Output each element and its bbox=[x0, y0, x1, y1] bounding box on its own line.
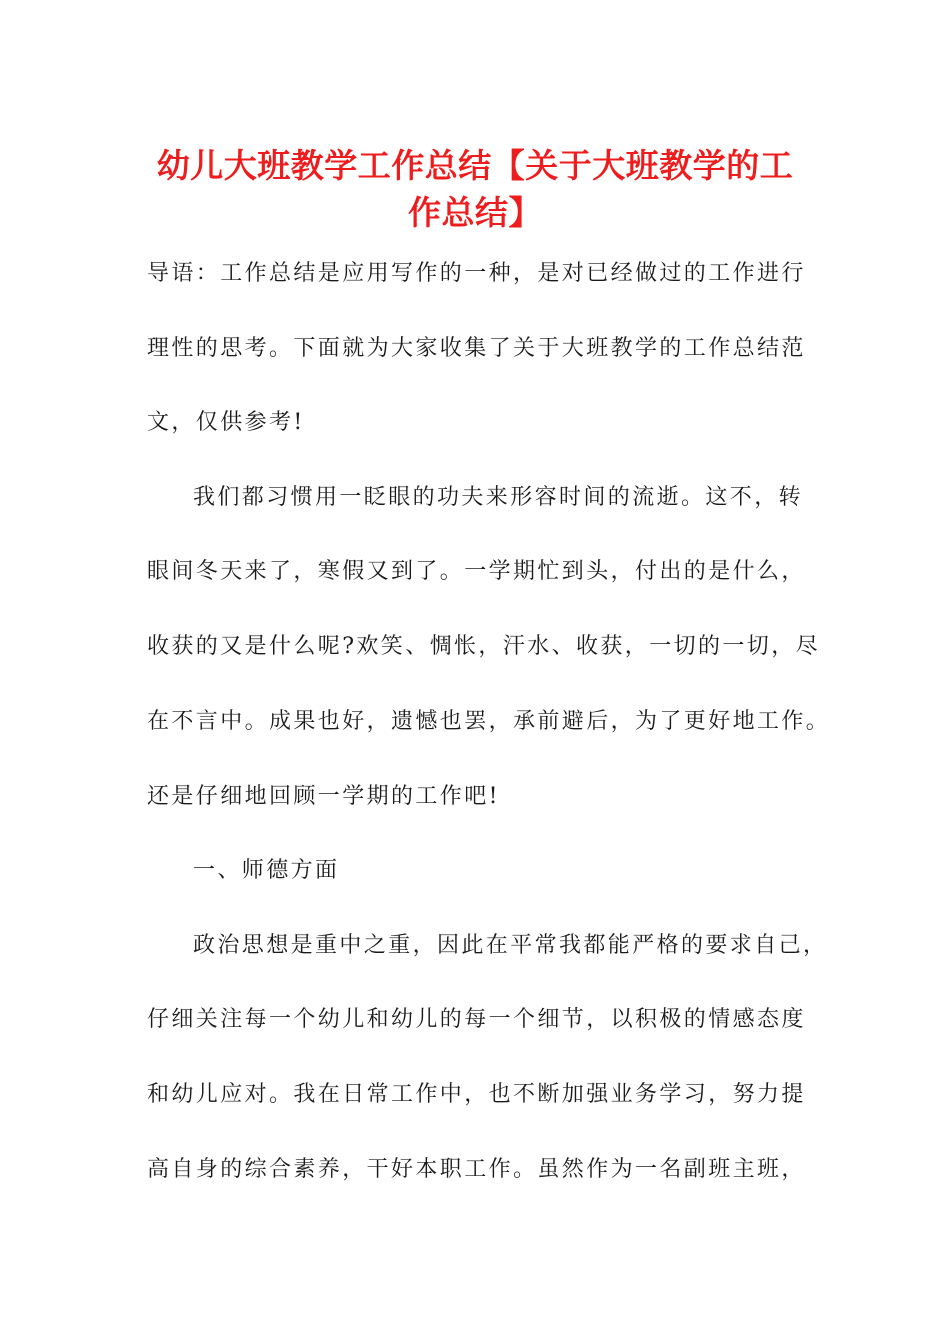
section-heading: 一、师德方面 bbox=[193, 858, 340, 883]
paragraph-1-line-3: 收获的又是什么呢?欢笑、惆怅，汗水、收获，一切的一切，尽 bbox=[147, 634, 820, 659]
paragraph-2-line-2: 仔细关注每一个幼儿和幼儿的每一个细节，以积极的情感态度 bbox=[147, 1007, 806, 1032]
title-line-2: 作总结】 bbox=[408, 193, 542, 232]
paragraph-2-line-3: 和幼儿应对。我在日常工作中，也不断加强业务学习，努力提 bbox=[147, 1082, 806, 1107]
document-title bbox=[120, 142, 830, 236]
paragraph-1-line-5: 还是仔细地回顾一学期的工作吧! bbox=[147, 784, 500, 809]
title-line-1: 幼儿大班教学工作总结【关于大班教学的工 bbox=[156, 146, 794, 185]
paragraph-1-line-1: 我们都习惯用一眨眼的功夫来形容时间的流逝。这不，转 bbox=[193, 485, 804, 510]
intro-line-3: 文，仅供参考! bbox=[147, 410, 305, 435]
paragraph-2-line-1: 政治思想是重中之重，因此在平常我都能严格的要求自己， bbox=[193, 933, 828, 958]
intro-line-2: 理性的思考。下面就为大家收集了关于大班教学的工作总结范 bbox=[147, 336, 806, 361]
paragraph-1-line-4: 在不言中。成果也好，遗憾也罢，承前避后，为了更好地工作。 bbox=[147, 709, 831, 734]
intro-line-1: 导语：工作总结是应用写作的一种，是对已经做过的工作进行 bbox=[147, 261, 806, 286]
paragraph-1-line-2: 眼间冬天来了，寒假又到了。一学期忙到头，付出的是什么， bbox=[147, 559, 806, 584]
paragraph-2-line-4: 高自身的综合素养，干好本职工作。虽然作为一名副班主班， bbox=[147, 1157, 806, 1182]
